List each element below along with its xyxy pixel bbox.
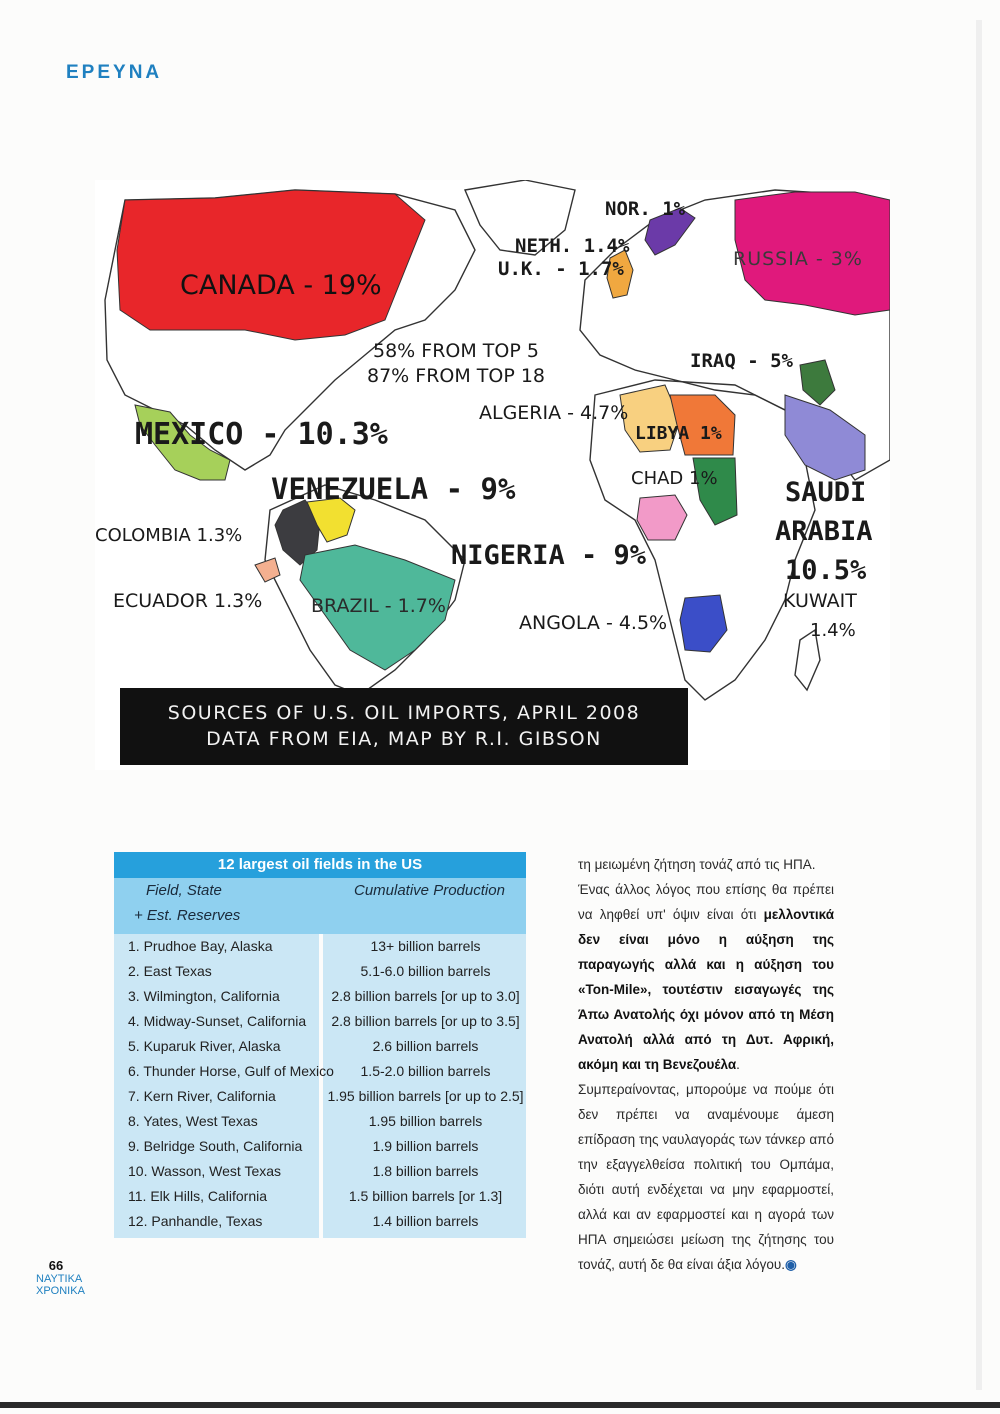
label-kuwait-1: KUWAIT <box>783 590 857 612</box>
field-name-cell: 1. Prudhoe Bay, Alaska <box>128 938 273 954</box>
field-name-cell: 12. Panhandle, Texas <box>128 1213 263 1229</box>
label-uk: U.K. - 1.7% <box>498 258 624 280</box>
label-chad: CHAD 1% <box>631 468 718 489</box>
production-cell: 1.5 billion barrels [or 1.3] <box>348 1188 503 1204</box>
angola-region <box>680 595 727 652</box>
label-angola: ANGOLA - 4.5% <box>519 612 668 634</box>
end-mark-icon: ◉ <box>784 1257 797 1272</box>
table-row <box>114 984 526 1009</box>
table-title: 12 largest oil fields in the US <box>114 852 526 878</box>
paragraph-2-bold: μελλοντικά δεν είναι μόνο η αύξηση της παραγωγής αλλά και η αύξηση του «Ton-Mile», τουτέστιν εισαγωγές της Άπω Ανατολής όχι μόνον από τη Μέση Ανατολή αλλά από τη Δυτ. Αφρική, ακόμη και τη Βενεζουέλα <box>578 907 834 1072</box>
label-iraq: IRAQ - 5% <box>690 350 793 372</box>
label-colombia: COLOMBIA 1.3% <box>95 525 243 546</box>
production-cell: 2.8 billion barrels [or up to 3.0] <box>331 988 520 1004</box>
header-reserves: + Est. Reserves <box>134 907 241 924</box>
production-cell: 13+ billion barrels <box>370 938 481 954</box>
oil-fields-table <box>114 852 526 1238</box>
field-name-cell: 3. Wilmington, California <box>128 988 280 1004</box>
magazine-name-line-2: ΧΡΟΝΙΚΑ <box>36 1285 85 1297</box>
field-name-cell: 6. Thunder Horse, Gulf of Mexico <box>128 1063 334 1079</box>
paragraph-2-end: . <box>736 1057 740 1072</box>
page-number: 66 <box>48 1258 64 1273</box>
label-algeria: ALGERIA - 4.7% <box>479 402 629 424</box>
production-cell: 1.4 billion barrels <box>372 1213 479 1229</box>
field-name-cell: 10. Wasson, West Texas <box>128 1163 282 1179</box>
production-cell: 1.8 billion barrels <box>372 1163 479 1179</box>
caption-line-1: SOURCES OF U.S. OIL IMPORTS, APRIL 2008 <box>167 702 641 724</box>
paragraph-2 <box>578 877 834 1077</box>
field-name-cell: 2. East Texas <box>128 963 212 979</box>
label-libya: LIBYA 1% <box>635 423 722 444</box>
page-edge <box>976 20 982 1390</box>
table-row <box>114 1059 526 1084</box>
oil-imports-map <box>95 180 890 770</box>
label-saudi-2: ARABIA <box>775 516 873 547</box>
label-neth: NETH. 1.4% <box>515 235 630 257</box>
field-name-cell: 5. Kuparuk River, Alaska <box>128 1038 281 1054</box>
production-cell: 1.9 billion barrels <box>372 1138 479 1154</box>
production-cell: 1.5-2.0 billion barrels <box>360 1063 491 1079</box>
label-canada: CANADA - 19% <box>180 270 382 301</box>
article-text <box>578 852 834 1277</box>
label-top18: 87% FROM TOP 18 <box>367 365 546 387</box>
canada-region <box>117 190 425 340</box>
label-nigeria: NIGERIA - 9% <box>451 540 647 571</box>
caption-line-2: DATA FROM EIA, MAP BY R.I. GIBSON <box>206 728 602 750</box>
field-name-cell: 9. Belridge South, California <box>128 1138 303 1154</box>
production-cell: 2.6 billion barrels <box>372 1038 479 1054</box>
field-name-cell: 4. Midway-Sunset, California <box>128 1013 307 1029</box>
label-russia: RUSSIA - 3% <box>733 248 863 270</box>
table-row <box>114 1034 526 1059</box>
field-name-cell: 8. Yates, West Texas <box>128 1113 258 1129</box>
table-row <box>114 1009 526 1034</box>
section-label: ΕΡΕΥΝΑ <box>66 62 163 83</box>
label-mexico: MEXICO - 10.3% <box>135 417 388 452</box>
table-row <box>114 1134 526 1159</box>
paragraph-3-text: Συμπεραίνοντας, μπορούμε να πούμε ότι δεν πρέπει να αναμένουμε άμεση επίδραση της ναυλαγοράς των τάνκερ από την εξαγγελθείσα πολιτική του Ομπάμα, διότι αυτή ενδέχεται να μην εφαρμοστεί, αλλά και αν εφαρμοστεί και η αγορά των ΗΠΑ σημειώσει μείωση της ζήτησης του τονάζ, αυτή δε θα είναι άξια λόγου. <box>578 1082 834 1272</box>
table-row <box>114 1109 526 1134</box>
label-brazil: BRAZIL - 1.7% <box>311 595 446 617</box>
map-caption <box>120 688 688 765</box>
production-cell: 1.95 billion barrels <box>368 1113 483 1129</box>
field-name-cell: 7. Kern River, California <box>128 1088 276 1104</box>
table-row <box>114 1084 526 1109</box>
production-cell: 5.1-6.0 billion barrels <box>360 963 491 979</box>
bottom-rule <box>0 1402 1000 1408</box>
paragraph-1: τη μειωμένη ζήτηση τονάζ από τις ΗΠΑ. <box>578 857 816 872</box>
field-name-cell: 11. Elk Hills, California <box>128 1188 268 1204</box>
saudi-region <box>785 395 865 480</box>
table-header <box>114 878 526 934</box>
table-row <box>114 934 526 959</box>
folio <box>36 1258 85 1297</box>
table-row <box>114 1184 526 1209</box>
header-field-state: Field, State <box>146 882 222 899</box>
production-cell: 2.8 billion barrels [or up to 3.5] <box>331 1013 520 1029</box>
label-saudi-1: SAUDI <box>785 477 867 508</box>
label-kuwait-2: 1.4% <box>810 620 856 641</box>
label-saudi-3: 10.5% <box>785 555 867 586</box>
header-production: Cumulative Production <box>354 882 505 899</box>
magazine-name-line-1: ΝΑΥΤΙΚΑ <box>36 1273 83 1285</box>
ecuador-region <box>255 558 280 582</box>
label-venezuela: VENEZUELA - 9% <box>271 472 516 506</box>
label-ecuador: ECUADOR 1.3% <box>113 590 263 612</box>
table-row <box>114 1159 526 1184</box>
table-row <box>114 959 526 984</box>
label-nor: NOR. 1% <box>605 198 686 220</box>
table-row <box>114 1209 526 1234</box>
production-cell: 1.95 billion barrels [or up to 2.5] <box>327 1088 524 1104</box>
iraq-region <box>800 360 835 405</box>
label-top5: 58% FROM TOP 5 <box>373 340 539 362</box>
paragraph-2-start: Ένας άλλος λόγος που επίσης θα πρέπει να ληφθεί υπ' όψιν είναι ότι <box>578 882 834 922</box>
nigeria-region <box>637 495 687 540</box>
paragraph-3 <box>578 1077 834 1277</box>
